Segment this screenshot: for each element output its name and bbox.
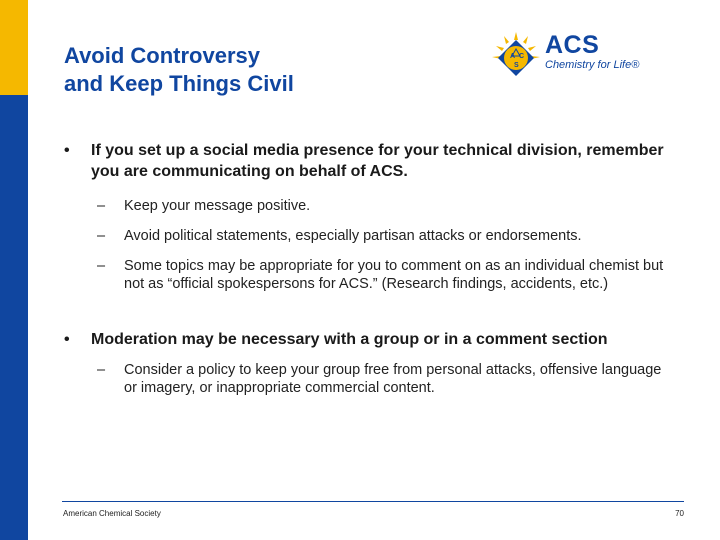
sub-bullet-text: Consider a policy to keep your group free from personal attacks, offensive language or imagery, or inappropriate commercial content.	[124, 362, 662, 396]
bullet-item	[64, 140, 664, 182]
bullet-text: If you set up a social media presence for your technical division, remember you are communicating on behalf of ACS.	[91, 142, 664, 180]
sub-bullet-item	[64, 257, 664, 293]
sub-bullet-item	[64, 197, 664, 215]
sub-bullet-marker: –	[97, 258, 106, 274]
bullet-marker: •	[64, 331, 70, 348]
sub-bullet-text: Some topics may be appropriate for you to comment on as an individual chemist but not as “official spokespersons for ACS.” (Research findings, accidents, etc.)	[124, 258, 664, 292]
logo-acs-text: ACS	[545, 31, 600, 59]
emblem-letter-c: C	[519, 53, 525, 60]
bullet-text: Moderation may be necessary with a group or in a comment section	[91, 331, 608, 348]
page-number: 70	[675, 509, 684, 518]
sub-bullet-item	[64, 227, 664, 245]
sub-bullet-text: Keep your message positive.	[124, 198, 311, 214]
emblem-letter-s: S	[514, 62, 519, 69]
slide-title	[64, 42, 294, 98]
bullet-marker: •	[64, 142, 70, 159]
acs-emblem-icon	[490, 30, 542, 82]
sub-bullet-text: Avoid political statements, especially partisan attacks or endorsements.	[124, 228, 582, 244]
slide-content	[64, 140, 664, 397]
logo-tagline: Chemistry for Life®	[545, 59, 640, 71]
sub-bullet-item	[64, 361, 664, 397]
footer-divider	[62, 501, 684, 502]
sub-bullet-marker: –	[97, 198, 106, 214]
emblem-letter-a: A	[510, 53, 516, 60]
accent-bar-yellow	[0, 0, 28, 95]
title-line-2: and Keep Things Civil	[64, 71, 294, 96]
sub-bullet-marker: –	[97, 228, 106, 244]
bullet-item	[64, 329, 664, 350]
title-line-1: Avoid Controversy	[64, 43, 261, 68]
footer-organization: American Chemical Society	[63, 509, 161, 518]
accent-bar-blue	[0, 95, 28, 540]
acs-logo	[490, 30, 650, 82]
logo-wordmark	[545, 32, 639, 72]
sub-bullet-marker: –	[97, 362, 106, 378]
